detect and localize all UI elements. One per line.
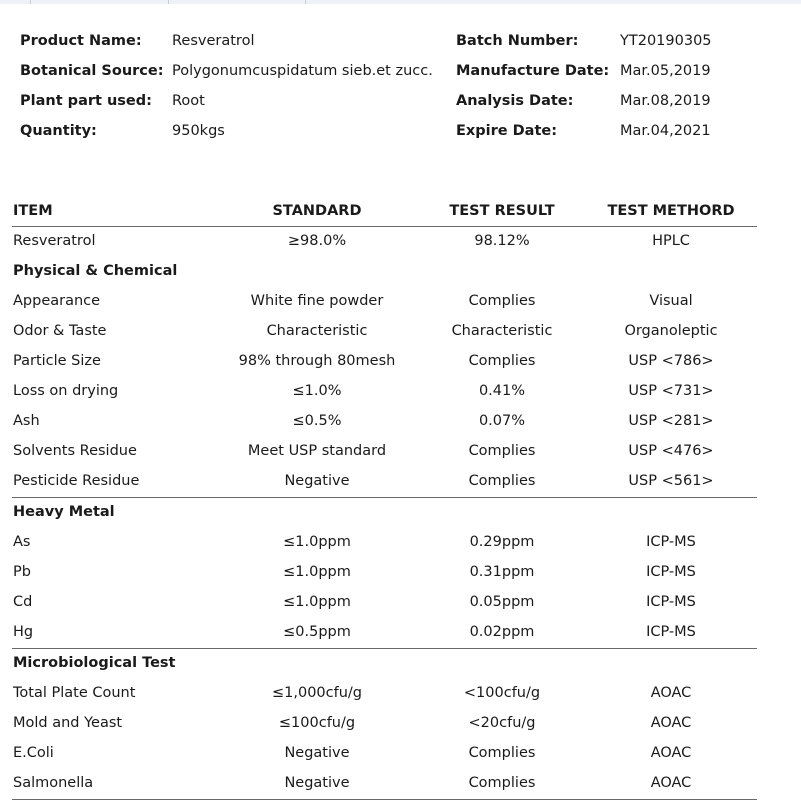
product-name-label: Product Name: [20,33,142,49]
cell-standard: ≤0.5% [292,413,342,429]
cell-method: USP <786> [628,353,714,369]
cell-method: ICP-MS [646,534,696,550]
cell-result: 0.41% [478,383,526,399]
cell-method: ICP-MS [646,594,696,610]
cell-item: Particle Size [13,353,101,369]
cell-method: AOAC [650,775,692,791]
cell-standard: ≤1.0% [292,383,342,399]
cell-method: USP <281> [628,413,714,429]
analysis-date-value: Mar.08,2019 [620,93,711,109]
cell-result: Complies [468,745,536,761]
table-row [12,739,757,769]
table-row [12,407,757,437]
section-header-heavy-metal [12,497,757,528]
cell-method: USP <561> [628,473,714,489]
cell-standard: ≥98.0% [287,233,347,249]
cell-item: Pb [13,564,31,580]
cell-standard: ≤0.5ppm [283,624,351,640]
cell-item: Loss on drying [13,383,119,399]
quantity-value: 950kgs [172,123,225,139]
botanical-source-label: Botanical Source: [20,63,164,79]
product-name-value: Resveratrol [172,33,255,49]
column-header-item: ITEM [13,203,53,219]
table-row [12,558,757,588]
column-header-test-method: TEST METHORD [607,203,735,219]
expire-date-label: Expire Date: [456,123,558,139]
table-row [12,437,757,467]
cell-item: Cd [13,594,33,610]
table-header-row [12,198,757,227]
analysis-date-label: Analysis Date: [456,93,574,109]
cell-standard: ≤1.0ppm [283,534,351,550]
table-row [12,317,757,347]
quantity-label: Quantity: [20,123,97,139]
table-row [12,679,757,709]
table-row [12,227,757,257]
cell-standard: ≤1.0ppm [283,564,351,580]
cell-standard: ≤100cfu/g [278,715,356,731]
cell-standard: Negative [284,745,350,761]
section-title: Physical & Chemical [13,263,178,279]
cell-result: Complies [468,353,536,369]
cell-item: Ash [13,413,40,429]
column-header-test-result: TEST RESULT [449,203,555,219]
section-header-physical-chemical [12,257,757,287]
cell-item: Appearance [13,293,101,309]
cell-method: HPLC [652,233,690,249]
cell-method: AOAC [650,745,692,761]
cell-result: <20cfu/g [468,715,536,731]
cell-result: Complies [468,293,536,309]
cell-result: 0.29ppm [469,534,535,550]
cell-result: Complies [468,473,536,489]
cell-method: Organoleptic [624,323,718,339]
section-header-microbiological-test [12,648,757,679]
table-row [12,618,757,648]
cell-item: Solvents Residue [13,443,137,459]
cell-standard: ≤1.0ppm [283,594,351,610]
window-top-strip [0,0,801,4]
table-row [12,467,757,497]
cell-method: ICP-MS [646,564,696,580]
cell-result: Complies [468,443,536,459]
cell-result: 0.07% [478,413,526,429]
cell-item: Pesticide Residue [13,473,140,489]
cell-result: 0.02ppm [469,624,535,640]
cell-item: Hg [13,624,34,640]
cell-standard: Characteristic [266,323,368,339]
table-row [12,377,757,407]
cell-standard: Negative [284,473,350,489]
cell-method: USP <731> [628,383,714,399]
batch-number-value: YT20190305 [620,33,712,49]
cell-result: 0.05ppm [469,594,535,610]
table-row [12,347,757,377]
cell-result: 0.31ppm [469,564,535,580]
table-row [12,528,757,558]
cell-item: Total Plate Count [13,685,136,701]
column-header-standard: STANDARD [272,203,362,219]
botanical-source-value: Polygonumcuspidatum sieb.et zucc. [172,63,433,79]
cell-result: Characteristic [451,323,553,339]
plant-part-label: Plant part used: [20,93,152,109]
batch-number-label: Batch Number: [456,33,579,49]
cell-item: Odor & Taste [13,323,107,339]
cell-result: Complies [468,775,536,791]
manufacture-date-value: Mar.05,2019 [620,63,711,79]
table-row [12,588,757,618]
test-results-table [12,198,757,800]
cell-item: Resveratrol [13,233,96,249]
cell-item: E.Coli [13,745,54,761]
cell-standard: Negative [284,775,350,791]
cell-standard: ≤1,000cfu/g [271,685,363,701]
cell-item: Mold and Yeast [13,715,123,731]
cell-standard: 98% through 80mesh [238,353,396,369]
cell-item: Salmonella [13,775,94,791]
table-row [12,287,757,317]
section-title: Heavy Metal [13,504,115,520]
table-row [12,709,757,739]
cell-method: AOAC [650,715,692,731]
cell-method: USP <476> [628,443,714,459]
plant-part-value: Root [172,93,205,109]
expire-date-value: Mar.04,2021 [620,123,711,139]
cell-result: <100cfu/g [463,685,541,701]
manufacture-date-label: Manufacture Date: [456,63,610,79]
cell-method: ICP-MS [646,624,696,640]
cell-result: 98.12% [474,233,530,249]
table-row [12,769,757,800]
section-title: Microbiological Test [13,655,176,671]
cell-standard: Meet USP standard [247,443,387,459]
cell-method: AOAC [650,685,692,701]
cell-standard: White fine powder [250,293,384,309]
cell-method: Visual [649,293,693,309]
cell-item: As [13,534,31,550]
